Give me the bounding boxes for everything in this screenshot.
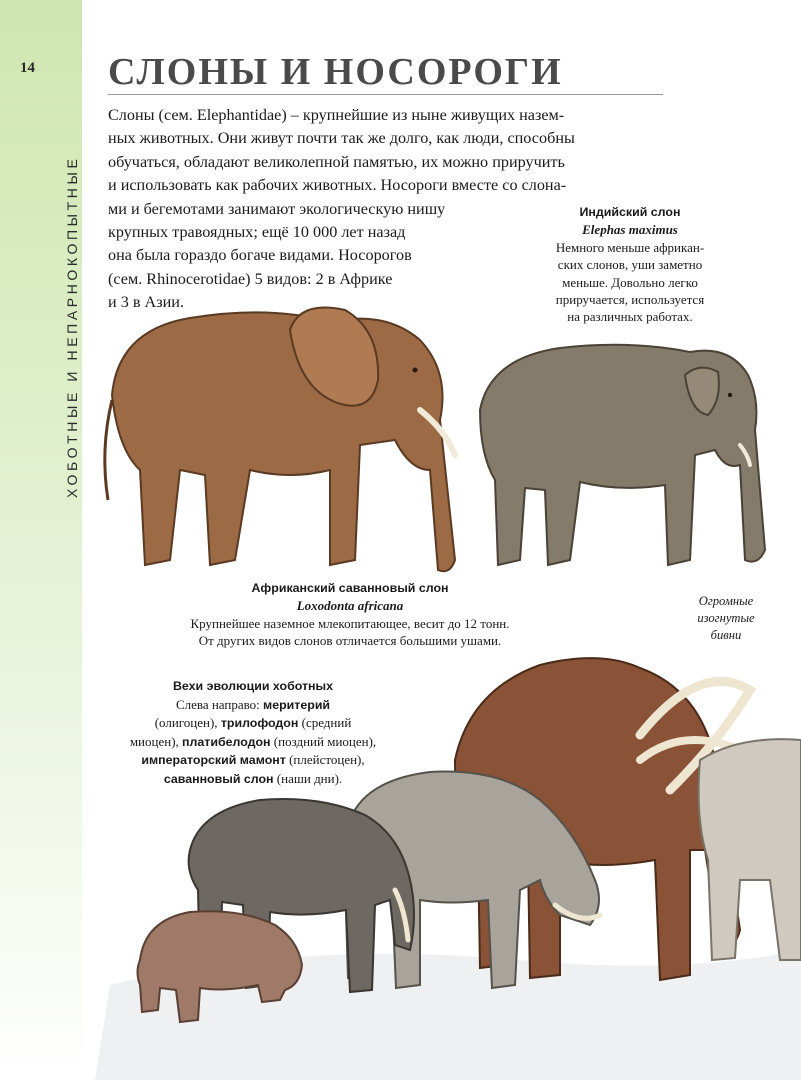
species-name: трилофодон <box>220 716 299 731</box>
evolution-caption <box>98 678 408 789</box>
african-elephant-description-line: От других видов слонов отличается большими ушами. <box>198 633 502 649</box>
page-number: 14 <box>20 60 35 76</box>
section-side-title: ХОБОТНЫЕ И НЕПАРНОКОПЫТНЫЕ <box>64 155 80 498</box>
intro-line: ми и бегемотами занимают экологическую нишу <box>108 199 446 218</box>
intro-line: она была гораздо богаче видами. Носорогов <box>108 246 412 265</box>
caption-text: (средний <box>298 715 352 731</box>
indian-elephant-description-line: на различных работах. <box>567 309 693 325</box>
annotation-line: бивни <box>710 628 742 642</box>
species-name: платибелодон <box>182 734 271 749</box>
evolution-caption-line <box>98 770 408 789</box>
evolution-caption-line <box>98 751 408 770</box>
indian-elephant-description-line: ских слонов, уши заметно <box>557 257 703 273</box>
indian-elephant-caption <box>520 204 740 326</box>
evolution-caption-line <box>98 714 408 733</box>
evolution-caption-title: Вехи эволюции хоботных <box>172 679 334 693</box>
intro-line: Слоны (сем. Elephantidae) – крупнейшие из ныне живущих назем- <box>108 106 565 124</box>
annotation-line: изогнутые <box>697 611 755 625</box>
indian-elephant-illustration <box>480 345 765 565</box>
african-elephant-latin-name: Loxodonta africana <box>296 598 404 614</box>
intro-line: и использовать как рабочих животных. Носороги вместе со слона- <box>108 176 567 195</box>
species-name: императорский мамонт <box>141 753 286 768</box>
caption-text: (наши дни). <box>273 770 343 786</box>
caption-text: (поздний миоцен), <box>270 733 377 749</box>
caption-text: миоцен), <box>129 733 183 749</box>
african-elephant-caption <box>100 580 600 650</box>
intro-line: крупных травоядных; ещё 10 000 лет назад <box>108 222 406 241</box>
indian-elephant-description-line: Немного меньше африкан- <box>555 239 705 255</box>
intro-line: ных животных. Они живут почти так же долго, как люди, способны <box>108 129 575 148</box>
page-title: СЛОНЫ И НОСОРОГИ <box>108 51 563 93</box>
indian-elephant-latin-name: Elephas maximus <box>582 222 678 238</box>
evolution-caption-line <box>98 696 408 715</box>
caption-text: (олигоцен), <box>154 715 221 731</box>
intro-line: (сем. Rhinocerotidae) 5 видов: 2 в Африке <box>108 269 393 288</box>
savanna-elephant-evolution-illustration <box>699 739 801 960</box>
caption-text: Слева направо: <box>175 696 264 712</box>
indian-elephant-description-line: меньше. Довольно легко <box>562 274 698 290</box>
african-elephant-name: Африканский саванновый слон <box>251 581 449 595</box>
indian-elephant-description-line: приручается, используется <box>555 292 705 308</box>
intro-line: и 3 в Азии. <box>108 293 184 312</box>
evolution-caption-line <box>98 733 408 752</box>
species-name: саванновый слон <box>163 771 274 786</box>
african-elephant-description-line: Крупнейшее наземное млекопитающее, весит до 12 тонн. <box>190 615 510 631</box>
species-name: меритерий <box>263 697 331 712</box>
indian-elephant-name: Индийский слон <box>579 205 681 219</box>
intro-line: обучаться, обладают великолепной памятью, их можно приручить <box>108 152 565 171</box>
african-elephant-illustration <box>105 308 455 572</box>
caption-text: (плейстоцен), <box>285 752 365 768</box>
tusks-annotation <box>680 593 772 644</box>
annotation-line: Огромные <box>698 594 754 608</box>
